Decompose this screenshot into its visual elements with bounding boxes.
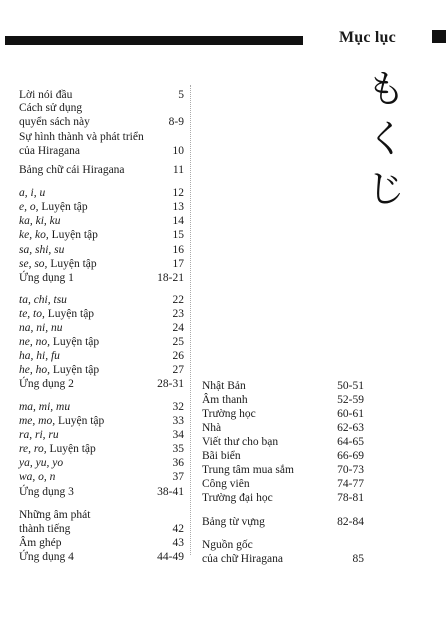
toc-entry-romaji: me, mo,	[19, 415, 56, 427]
toc-page-number: 11	[172, 164, 184, 176]
toc-entry-label: Luyện tập	[47, 258, 97, 270]
toc-page-number: 78-81	[337, 492, 364, 504]
toc-page-number: 22	[172, 294, 184, 306]
toc-entry[interactable]	[202, 491, 364, 505]
toc-page-number: 10	[172, 145, 184, 157]
page-title: Mục lục	[339, 29, 396, 46]
toc-entry[interactable]	[202, 393, 364, 407]
toc-entry[interactable]	[19, 536, 184, 550]
toc-page-number: 62-63	[337, 422, 364, 434]
toc-entry-label: của chữ Hiragana	[202, 553, 283, 565]
toc-entry[interactable]	[19, 400, 184, 414]
toc-page-number: 5	[178, 89, 184, 101]
toc-page-number: 52-59	[337, 394, 364, 406]
toc-page-number: 70-73	[337, 464, 364, 476]
toc-entry-label: Ứng dụng 1	[19, 272, 74, 284]
toc-page-number: 12	[172, 187, 184, 199]
toc-entry-label: Trung tâm mua sắm	[202, 464, 294, 476]
toc-entry-label: Luyện tập	[38, 201, 88, 213]
toc-entry[interactable]	[202, 421, 364, 435]
toc-entry[interactable]	[19, 257, 184, 271]
toc-entry[interactable]	[202, 463, 364, 477]
toc-entry[interactable]	[19, 88, 184, 102]
toc-entry-romaji: re, ro,	[19, 443, 47, 455]
toc-page-number: 15	[172, 229, 184, 241]
toc-entry[interactable]	[19, 363, 184, 377]
toc-page-number: 38-41	[157, 486, 184, 498]
toc-entry[interactable]	[19, 130, 184, 158]
toc-entry[interactable]	[19, 349, 184, 363]
toc-entry-label: Trường đại học	[202, 492, 273, 504]
toc-page-number: 35	[172, 443, 184, 455]
toc-entry[interactable]	[202, 407, 364, 421]
kana-ji: じ	[366, 167, 405, 211]
toc-page-number: 82-84	[337, 516, 364, 528]
toc-entry-label: Nguồn gốc	[202, 539, 253, 551]
toc-page-number: 18-21	[157, 272, 184, 284]
toc-entry[interactable]	[19, 200, 184, 214]
toc-page-number: 64-65	[337, 436, 364, 448]
toc-entry-label: Trường học	[202, 408, 256, 420]
toc-entry-label: quyển sách này	[19, 116, 90, 128]
toc-entry[interactable]	[19, 550, 184, 564]
toc-page-number: 33	[172, 415, 184, 427]
toc-entry[interactable]	[19, 186, 184, 200]
toc-entry-label: của Hiragana	[19, 145, 80, 157]
toc-page-number: 16	[172, 244, 184, 256]
toc-entry[interactable]	[19, 228, 184, 242]
toc-entry[interactable]	[19, 442, 184, 456]
toc-entry-romaji: sa, shi, su	[19, 244, 65, 256]
toc-entry-romaji: ya, yu, yo	[19, 457, 64, 469]
toc-entry[interactable]	[19, 335, 184, 349]
edge-tab-mark	[432, 30, 446, 43]
toc-entry[interactable]	[19, 214, 184, 228]
toc-page-number: 24	[172, 322, 184, 334]
toc-entry-label: Luyện tập	[55, 415, 105, 427]
toc-entry[interactable]	[19, 293, 184, 307]
toc-entry[interactable]	[202, 379, 364, 393]
toc-page-number: 25	[172, 336, 184, 348]
toc-entry[interactable]	[19, 456, 184, 470]
toc-page-number: 8-9	[168, 116, 184, 128]
toc-entry-label: Luyện tập	[49, 364, 100, 376]
toc-page-number: 17	[172, 258, 184, 270]
toc-entry-romaji: ra, ri, ru	[19, 429, 59, 441]
toc-entry-label: Những âm phát	[19, 509, 91, 521]
toc-page-number: 43	[172, 537, 184, 549]
toc-entry-romaji: te, to,	[19, 308, 45, 320]
toc-entry-romaji: a, i, u	[19, 187, 46, 199]
toc-entry-romaji: wa, o, n	[19, 471, 56, 483]
toc-page-number: 85	[352, 553, 364, 565]
toc-entry[interactable]	[19, 101, 184, 129]
toc-entry-romaji: se, so,	[19, 258, 48, 270]
toc-entry-label: Âm ghép	[19, 537, 62, 549]
toc-page-number: 26	[172, 350, 184, 362]
toc-page-number: 37	[172, 471, 184, 483]
toc-entry[interactable]	[19, 243, 184, 257]
toc-entry-romaji: ne, no,	[19, 336, 50, 348]
toc-entry[interactable]	[19, 414, 184, 428]
mokuji-kana	[364, 64, 408, 214]
kana-ku: く	[366, 117, 405, 161]
toc-entry-label: Luyện tập	[44, 308, 95, 320]
toc-entry-label: thành tiếng	[19, 523, 71, 535]
toc-entry-label: Viết thư cho bạn	[202, 436, 279, 448]
toc-entry-romaji: ta, chi, tsu	[19, 294, 67, 306]
toc-entry-romaji: he, ho,	[19, 364, 50, 376]
toc-entry-label: Âm thanh	[202, 394, 248, 406]
toc-page-number: 23	[172, 308, 184, 320]
toc-entry-label: Lời nói đầu	[19, 89, 73, 101]
toc-page-number: 36	[172, 457, 184, 469]
toc-entry[interactable]	[19, 428, 184, 442]
toc-entry-label: Cách sử dụng	[19, 102, 83, 114]
toc-page-number: 32	[172, 401, 184, 413]
toc-entry-label: Ứng dụng 3	[19, 486, 74, 498]
toc-entry-label: Luyện tập	[46, 443, 96, 455]
toc-entry-label: Luyện tập	[48, 229, 98, 241]
toc-entry[interactable]	[19, 271, 184, 285]
toc-page-number: 66-69	[337, 450, 364, 462]
toc-entry-label: Sự hình thành và phát triển	[19, 131, 144, 143]
toc-entry[interactable]	[19, 470, 184, 484]
toc-entry[interactable]	[19, 485, 184, 499]
toc-page-number: 28-31	[157, 378, 184, 390]
toc-page-number: 27	[172, 364, 184, 376]
toc-page-number: 50-51	[337, 380, 364, 392]
toc-entry[interactable]	[19, 508, 184, 536]
toc-entry[interactable]	[202, 515, 364, 529]
toc-entry-label: Bãi biển	[202, 450, 241, 462]
toc-entry[interactable]	[202, 477, 364, 491]
toc-entry[interactable]	[202, 435, 364, 449]
toc-entry-label: Nhật Bản	[202, 380, 246, 392]
toc-page-number: 74-77	[337, 478, 364, 490]
toc-page-number: 13	[172, 201, 184, 213]
toc-entry-romaji: ha, hi, fu	[19, 350, 60, 362]
toc-entry-label: Luyện tập	[49, 336, 100, 348]
toc-entry-label: Bảng chữ cái Hiragana	[19, 164, 125, 176]
toc-page-number: 34	[172, 429, 184, 441]
toc-entry-romaji: ma, mi, mu	[19, 401, 71, 413]
toc-entry-romaji: na, ni, nu	[19, 322, 63, 334]
toc-entry[interactable]	[19, 307, 184, 321]
column-divider	[190, 85, 191, 555]
toc-entry-label: Nhà	[202, 422, 222, 434]
kana-mo: も	[366, 67, 405, 111]
toc-entry[interactable]	[202, 538, 364, 566]
toc-entry-label: Bảng từ vựng	[202, 516, 265, 528]
toc-entry-label: Ứng dụng 4	[19, 551, 74, 563]
toc-entry-romaji: ka, ki, ku	[19, 215, 61, 227]
toc-page-number: 60-61	[337, 408, 364, 420]
header-bar	[5, 36, 303, 45]
toc-entry[interactable]	[19, 377, 184, 391]
toc-entry-label: Công viên	[202, 478, 250, 490]
toc-entry[interactable]	[19, 163, 184, 177]
toc-entry[interactable]	[19, 321, 184, 335]
toc-page-number: 44-49	[157, 551, 184, 563]
toc-page-number: 42	[172, 523, 184, 535]
toc-page-number: 14	[172, 215, 184, 227]
toc-entry[interactable]	[202, 449, 364, 463]
toc-entry-romaji: e, o,	[19, 201, 39, 213]
toc-entry-romaji: ke, ko,	[19, 229, 49, 241]
toc-entry-label: Ứng dụng 2	[19, 378, 74, 390]
